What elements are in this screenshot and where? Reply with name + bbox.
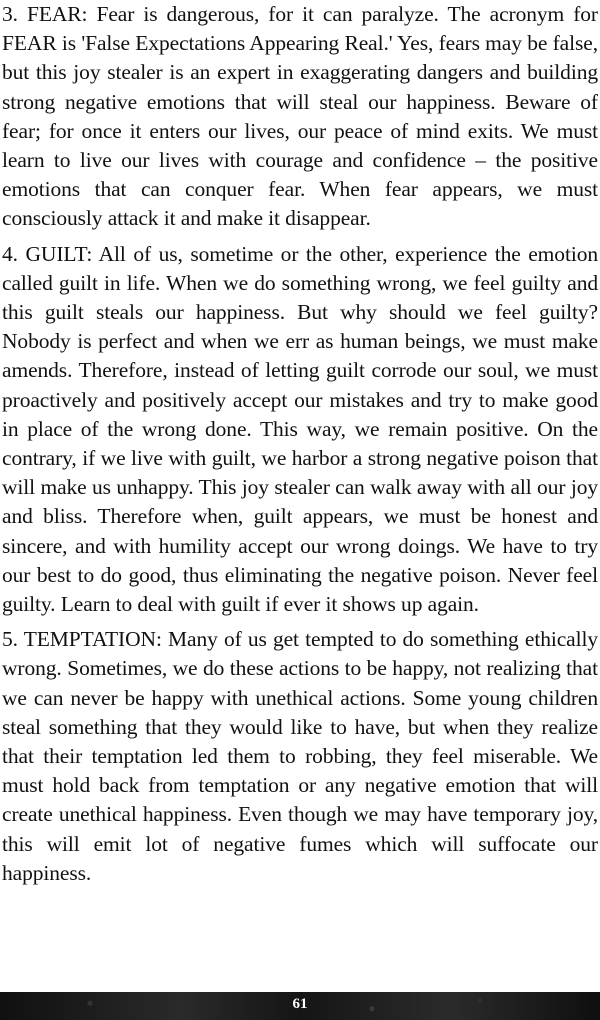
paragraph-temptation: 5. TEMPTATION: Many of us get tempted to do something ethically wrong. Sometimes, we do these actions to be happy, not realizing that we can never be happy with unethical actions. Some young children steal something that they would like to have, but when they realize that their temptation led them to robbing, they feel miserable. We must hold back from temptation or any negative emotion that will create unethical happiness. Even though we may have temporary joy, this will emit lot of negative fumes which will suffocate our happiness. <box>2 627 598 885</box>
paragraph-guilt: 4. GUILT: All of us, sometime or the other, experience the emotion called guilt in life. When we do something wrong, we feel guilty and this guilt steals our happiness. But why should we feel guilty? Nobody is perfect and when we err as human beings, we must make amends. Therefore, instead of letting guilt corrode our soul, we must proactively and positively accept our mistakes and try to make good in place of the wrong done. This way, we remain positive. On the contrary, if we live with guilt, we harbor a strong negative poison that will make us unhappy. This joy stealer can walk away with all our joy and bliss. Therefore when, guilt appears, we must be honest and sincere, and with humility accept our wrong doings. We have to try our best to do good, thus eliminating the negative poison. Never feel guilty. Learn to deal with guilt if ever it shows up again. <box>2 241 598 617</box>
page-number: 61 <box>292 996 308 1012</box>
paragraph-fear: 3. FEAR: Fear is dangerous, for it can paralyze. The acronym for FEAR is 'False Expectations Appearing Real.' Yes, fears may be false, but this joy stealer is an expert in exaggerating dangers and building strong negative emotions that will steal our happiness. Beware of fear; for once it enters our lives, our peace of mind exits. We must learn to live our lives with courage and confidence – the positive emotions that can conquer fear. When fear appears, we must consciously attack it and make it disappear. <box>2 2 598 231</box>
page-footer-band <box>0 992 600 1020</box>
page-body <box>2 0 598 894</box>
